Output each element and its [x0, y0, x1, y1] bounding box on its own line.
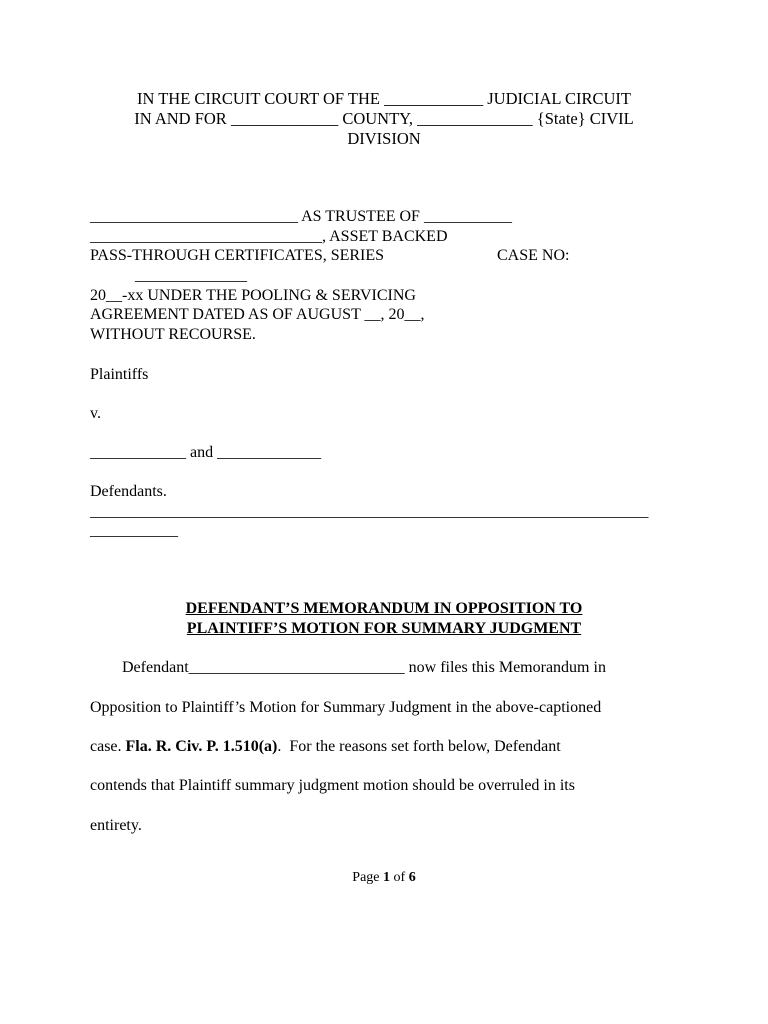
body-line-3-start: case.	[90, 738, 126, 755]
separator-line-2: ___________	[90, 522, 178, 539]
current-page-number: 1	[383, 870, 391, 885]
body-line-3-end: . For the reasons set forth below, Defendant	[277, 738, 561, 755]
plaintiff-line-6: WITHOUT RECOURSE.	[90, 326, 256, 343]
court-caption-line-1: IN THE CIRCUIT COURT OF THE ____________ JUDICIAL CIRCUIT	[136, 89, 632, 108]
plaintiffs-label: Plaintiffs	[90, 366, 149, 383]
body-line-4: contends that Plaintiff summary judgment motion should be overruled in its	[90, 777, 575, 794]
body-line-3	[90, 737, 561, 757]
memorandum-title	[0, 599, 768, 639]
defendants-names: ____________ and _____________	[90, 444, 322, 461]
plaintiff-line-4: 20__-xx UNDER THE POOLING & SERVICING	[90, 287, 416, 304]
separator-line-1: _________________________________________________________________________	[90, 503, 649, 520]
court-caption-line-2: IN AND FOR _____________ COUNTY, ______________ {State} CIVIL	[134, 109, 634, 128]
page-word: Page	[352, 870, 384, 885]
defendants-label: Defendants.	[90, 483, 167, 500]
rule-citation: Fla. R. Civ. P. 1.510(a)	[125, 738, 278, 755]
memorandum-title-line-2: PLAINTIFF’S MOTION FOR SUMMARY JUDGMENT	[186, 620, 582, 637]
plaintiff-line-3: PASS-THROUGH CERTIFICATES, SERIES	[90, 247, 385, 264]
plaintiff-line-1: __________________________ AS TRUSTEE OF ___________	[90, 208, 512, 225]
page-footer	[0, 868, 768, 888]
versus-label: v.	[90, 405, 101, 422]
plaintiff-line-5: AGREEMENT DATED AS OF AUGUST __, 20__,	[90, 306, 425, 323]
court-caption	[0, 89, 768, 149]
body-line-1: Defendant___________________________ now files this Memorandum in	[90, 659, 606, 676]
case-number-label: CASE NO:	[497, 247, 570, 264]
body-line-5: entirety.	[90, 817, 142, 834]
plaintiff-line-2: _____________________________, ASSET BACKED	[90, 228, 448, 245]
body-line-2: Opposition to Plaintiff’s Motion for Summary Judgment in the above-captioned	[90, 699, 602, 716]
memorandum-title-line-1: DEFENDANT’S MEMORANDUM IN OPPOSITION TO	[185, 600, 583, 617]
series-blank: ______________	[135, 267, 247, 284]
total-page-count: 6	[408, 870, 416, 885]
of-word: of	[390, 870, 409, 885]
court-caption-line-3: DIVISION	[347, 129, 421, 148]
